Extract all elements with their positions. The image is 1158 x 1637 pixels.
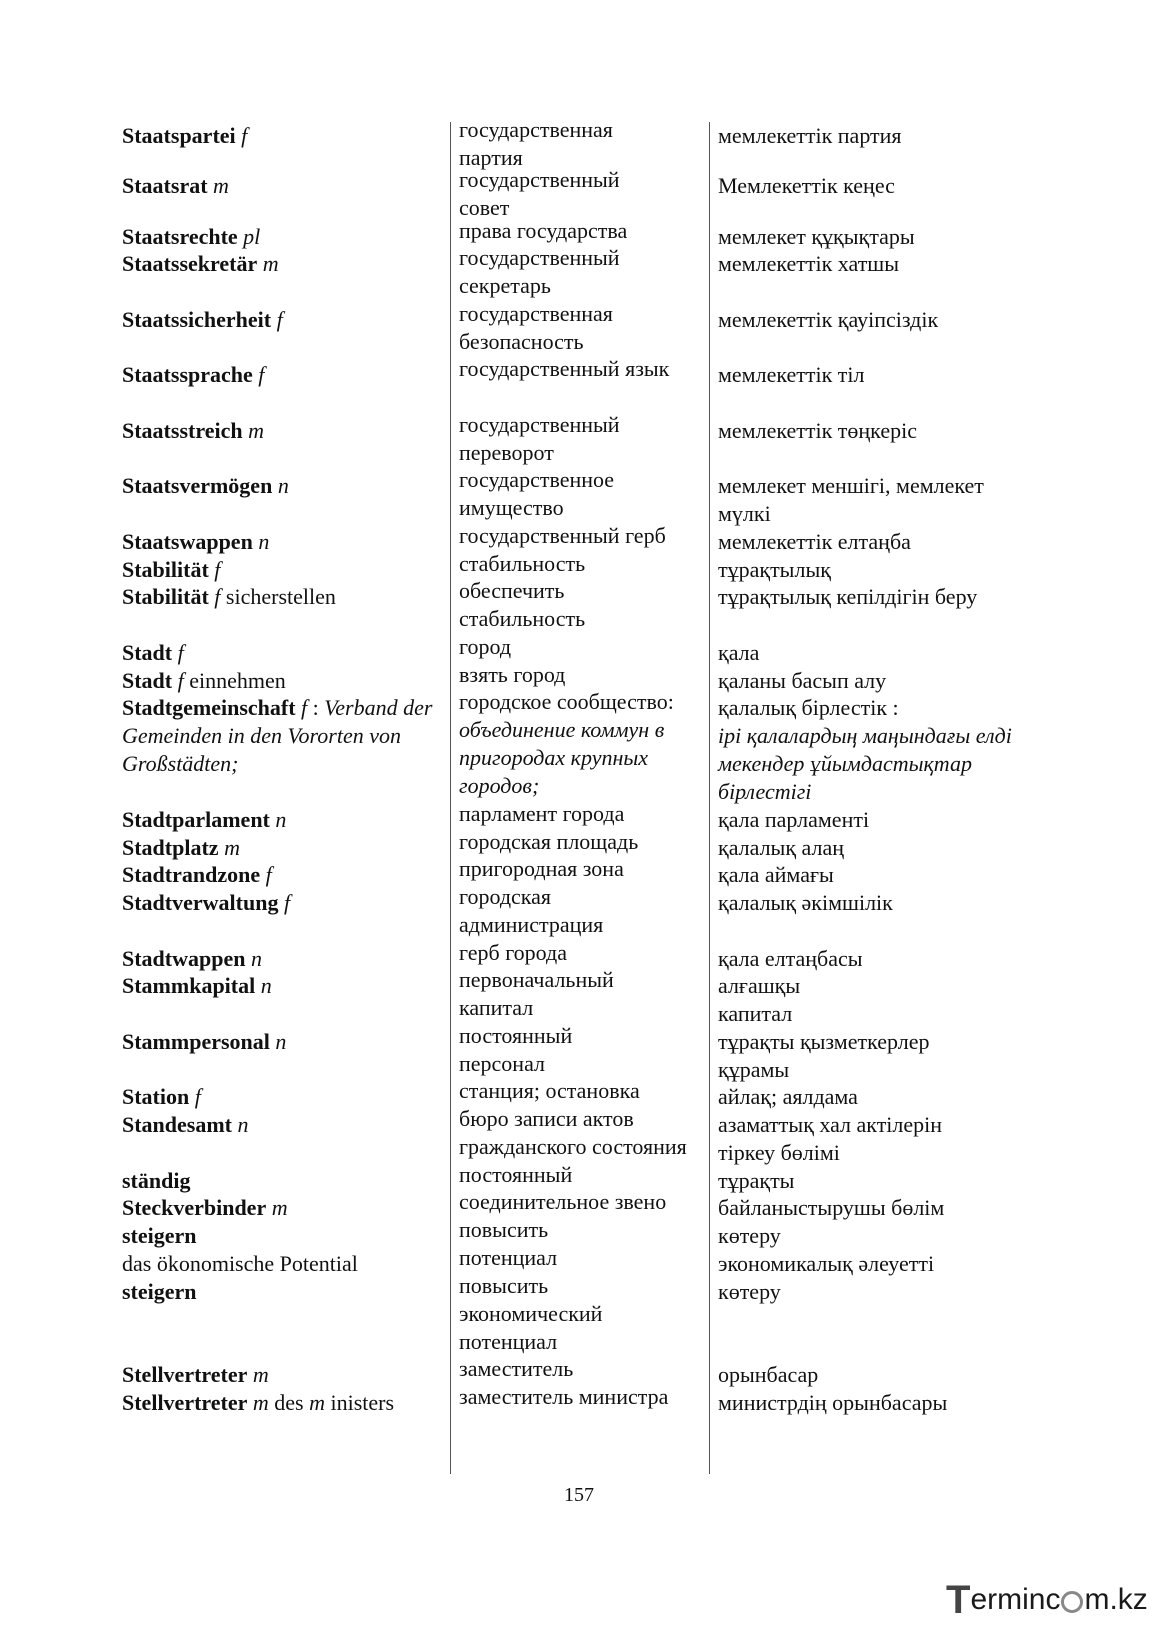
german-term: [122, 472, 442, 500]
russian-translation: [459, 1244, 709, 1272]
german-term: [122, 556, 442, 584]
russian-translation: [459, 116, 709, 172]
de-segment: m: [266, 1195, 288, 1220]
russian-translation: [459, 300, 709, 356]
de-segment: f: [235, 123, 248, 148]
ru-line: стабильность: [459, 551, 586, 576]
german-term: [122, 122, 442, 150]
russian-translation: [459, 411, 709, 467]
russian-translation: [459, 550, 709, 578]
ru-line: город: [459, 634, 512, 659]
de-segment: Steckverbinder: [122, 1195, 267, 1220]
kk-line: тұрақтылық: [718, 557, 831, 582]
de-segment: f: [271, 307, 283, 332]
de-segment: m: [247, 1362, 269, 1387]
german-term: [122, 806, 442, 834]
kk-line: мемлекет меншігі, мемлекет: [718, 473, 984, 498]
de-segment: n: [269, 1029, 287, 1054]
de-segment: Staatspartei: [122, 123, 236, 148]
kk-line: қала аймағы: [718, 862, 834, 887]
de-segment: f: [172, 640, 184, 665]
ru-line: заместитель: [459, 1356, 574, 1381]
kazakh-translation: [718, 1222, 1038, 1250]
de-segment: Stadtrandzone: [122, 862, 261, 887]
de-segment: f: [172, 668, 184, 693]
kk-line: министрдің орынбасары: [718, 1390, 948, 1415]
ru-line: капитал: [459, 995, 534, 1020]
kazakh-translation: [718, 806, 1038, 834]
german-term: [122, 1083, 442, 1111]
kk-line: көтеру: [718, 1223, 781, 1248]
kazakh-translation: [718, 1389, 1038, 1417]
russian-translation: [459, 966, 709, 1022]
de-segment: f: [278, 890, 291, 915]
russian-translation: [459, 1272, 709, 1356]
ru-line: станция; остановка: [459, 1078, 640, 1103]
de-segment: Staatssprache: [122, 362, 253, 387]
kk-line: қала: [718, 640, 760, 665]
ru-line: государственный язык: [459, 356, 670, 381]
de-segment: Stammkapital: [122, 973, 256, 998]
logo-ring-icon: [1061, 1591, 1083, 1613]
russian-translation: [459, 522, 709, 550]
kk-line: көтеру: [718, 1279, 781, 1304]
de-segment: Stadt: [122, 640, 173, 665]
german-term: [122, 1250, 442, 1278]
de-segment: Standesamt: [122, 1112, 233, 1137]
de-segment: m: [242, 418, 264, 443]
ru-line: государственный: [459, 245, 620, 270]
ru-line: государственный: [459, 167, 620, 192]
kazakh-translation: [718, 861, 1038, 889]
de-segment: n: [245, 946, 262, 971]
de-segment: n: [232, 1112, 249, 1137]
ru-line: гражданского состояния: [459, 1134, 687, 1159]
ru-line: совет: [459, 195, 510, 220]
de-segment: ständig: [122, 1168, 191, 1193]
de-segment: f: [208, 557, 221, 582]
kk-line: тұрақтылық кепілдігін беру: [718, 584, 978, 609]
kazakh-translation: [718, 361, 1038, 389]
ru-line: повысить: [459, 1273, 549, 1298]
ru-line: государственная: [459, 117, 613, 142]
kazakh-translation: [718, 556, 1038, 584]
column-divider-right: [709, 122, 710, 1474]
kazakh-translation: [718, 528, 1038, 556]
ru-line: городская: [459, 884, 552, 909]
ru-line: администрация: [459, 912, 604, 937]
kk-line: қалалық әкімшілік: [718, 890, 893, 915]
logo-t-letter: T: [946, 1577, 971, 1622]
german-term: [122, 945, 442, 973]
kazakh-translation: [718, 306, 1038, 334]
kk-line: экономикалық әлеуетті: [718, 1251, 935, 1276]
logo-text-a: erminc: [970, 1583, 1061, 1616]
russian-translation: [459, 939, 709, 967]
kk-line: капитал: [718, 1001, 793, 1026]
german-term: [122, 834, 442, 862]
kazakh-translation: [718, 1028, 1038, 1084]
kazakh-translation: [718, 122, 1038, 150]
kazakh-translation: [718, 945, 1038, 973]
kk-line: ірі қалалардың маңындағы елді мекендер ұйымдастықтар бірлестігі: [718, 723, 1012, 804]
kazakh-translation: [718, 250, 1038, 278]
terminkom-logo: [946, 1578, 1148, 1622]
de-segment: Staatswappen: [122, 529, 253, 554]
ru-line: взять город: [459, 662, 566, 687]
kk-line: мүлкі: [718, 501, 771, 526]
german-term: [122, 1389, 442, 1417]
german-term: [122, 528, 442, 556]
ru-line: повысить: [459, 1217, 549, 1242]
kazakh-translation: [718, 1278, 1038, 1306]
de-segment: Station: [122, 1084, 190, 1109]
russian-translation: [459, 1077, 709, 1105]
ru-line: секретарь: [459, 273, 551, 298]
ru-line: объединение коммун в пригородах крупных городов;: [459, 717, 665, 798]
de-segment: n: [272, 473, 289, 498]
ru-line: права государства: [459, 218, 628, 243]
de-segment: f: [252, 362, 265, 387]
german-term: [122, 250, 442, 278]
russian-translation: [459, 1383, 709, 1411]
russian-translation: [459, 217, 709, 245]
de-segment: Staatssekretär: [122, 251, 258, 276]
russian-translation: [459, 577, 709, 633]
russian-translation: [459, 800, 709, 828]
german-term: [122, 972, 442, 1000]
kk-line: қала елтаңбасы: [718, 946, 863, 971]
de-segment: Stammpersonal: [122, 1029, 270, 1054]
kk-line: тұрақты: [718, 1168, 795, 1193]
russian-translation: [459, 1105, 709, 1161]
ru-line: заместитель министра: [459, 1384, 669, 1409]
kazakh-translation: [718, 1194, 1038, 1222]
de-segment: Staatsrat: [122, 173, 208, 198]
de-segment: einnehmen: [183, 668, 286, 693]
ru-line: обеспечить: [459, 578, 565, 603]
de-segment: des: [268, 1390, 310, 1415]
de-segment: pl: [237, 224, 261, 249]
de-segment: Stadtverwaltung: [122, 890, 279, 915]
de-segment: f: [295, 695, 308, 720]
column-divider-left: [450, 122, 451, 1474]
kk-line: тұрақты қызметкерлер: [718, 1029, 930, 1054]
ru-line: городское сообщество:: [459, 689, 674, 714]
kazakh-translation: [718, 694, 1038, 806]
kk-line: мемлекеттік қауіпсіздік: [718, 307, 939, 332]
ru-line: городская площадь: [459, 829, 639, 854]
russian-translation: [459, 1022, 709, 1078]
kazakh-translation: [718, 639, 1038, 667]
russian-translation: [459, 661, 709, 689]
russian-translation: [459, 828, 709, 856]
de-segment: Stabilität: [122, 557, 209, 582]
kk-line: мемлекеттік төңкеріс: [718, 418, 917, 443]
kk-line: Мемлекеттік кеңес: [718, 173, 895, 198]
ru-line: постоянный: [459, 1162, 573, 1187]
ru-line: соединительное звено: [459, 1189, 667, 1214]
de-segment: n: [269, 807, 287, 832]
ru-line: экономический: [459, 1301, 603, 1326]
russian-translation: [459, 1355, 709, 1383]
russian-translation: [459, 633, 709, 661]
de-segment: Staatsrechte: [122, 224, 238, 249]
ru-line: стабильность: [459, 606, 586, 631]
de-segment: steigern: [122, 1223, 197, 1248]
kk-line: қаланы басып алу: [718, 668, 887, 693]
kazakh-translation: [718, 667, 1038, 695]
de-segment: n: [252, 529, 270, 554]
russian-translation: [459, 166, 709, 222]
kk-line: қалалық алаң: [718, 835, 845, 860]
de-segment: sicherstellen: [220, 584, 336, 609]
german-term: [122, 1194, 442, 1222]
kazakh-translation: [718, 834, 1038, 862]
ru-line: государственный: [459, 412, 620, 437]
de-segment: m: [309, 1390, 326, 1415]
german-term: [122, 667, 442, 695]
ru-line: государственное: [459, 467, 615, 492]
de-segment: das ökonomische Potential: [122, 1251, 358, 1276]
kk-line: орынбасар: [718, 1362, 819, 1387]
russian-translation: [459, 244, 709, 300]
ru-line: парламент города: [459, 801, 625, 826]
german-term: [122, 889, 442, 917]
de-segment: Staatsstreich: [122, 418, 243, 443]
de-segment: Staatssicherheit: [122, 307, 272, 332]
kk-line: мемлекеттік тіл: [718, 362, 865, 387]
kazakh-translation: [718, 1083, 1038, 1111]
german-term: [122, 861, 442, 889]
german-term: [122, 172, 442, 200]
russian-translation: [459, 1161, 709, 1189]
german-term: [122, 223, 442, 251]
de-segment: Stadtparlament: [122, 807, 270, 832]
ru-line: пригородная зона: [459, 856, 624, 881]
german-term: [122, 1361, 442, 1389]
ru-line: партия: [459, 145, 523, 170]
kazakh-translation: [718, 172, 1038, 200]
russian-translation: [459, 855, 709, 883]
kk-line: қалалық бірлестік :: [718, 695, 899, 720]
german-term: [122, 306, 442, 334]
german-term: [122, 694, 442, 778]
ru-line: бюро записи актов: [459, 1106, 634, 1131]
german-term: [122, 361, 442, 389]
kazakh-translation: [718, 1361, 1038, 1389]
kk-line: байланыстырушы бөлім: [718, 1195, 945, 1220]
de-segment: n: [255, 973, 272, 998]
russian-translation: [459, 688, 709, 800]
kazakh-translation: [718, 417, 1038, 445]
de-segment: steigern: [122, 1279, 197, 1304]
german-term: [122, 1222, 442, 1250]
russian-translation: [459, 1188, 709, 1216]
de-segment: m: [257, 251, 279, 276]
kazakh-translation: [718, 1250, 1038, 1278]
kk-line: қала парламенті: [718, 807, 870, 832]
de-segment: Stadtgemeinschaft: [122, 695, 296, 720]
de-segment: f: [208, 584, 221, 609]
kazakh-translation: [718, 972, 1038, 1028]
kazakh-translation: [718, 223, 1038, 251]
de-segment: Stadt: [122, 668, 173, 693]
kk-line: азаматтық хал актілерін: [718, 1112, 943, 1137]
ru-line: потенциал: [459, 1329, 558, 1354]
de-segment: Staatsvermögen: [122, 473, 273, 498]
page-number: 157: [564, 1484, 594, 1506]
de-segment: Stadtplatz: [122, 835, 219, 860]
kazakh-translation: [718, 889, 1038, 917]
de-segment: :: [307, 695, 325, 720]
ru-line: переворот: [459, 440, 554, 465]
de-segment: f: [260, 862, 272, 887]
kazakh-translation: [718, 1111, 1038, 1167]
kazakh-translation: [718, 583, 1038, 611]
kk-line: айлақ; аялдама: [718, 1084, 858, 1109]
ru-line: первоначальный: [459, 967, 614, 992]
german-term: [122, 1167, 442, 1195]
logo-text-b: m.kz: [1084, 1583, 1148, 1616]
russian-translation: [459, 466, 709, 522]
ru-line: потенциал: [459, 1245, 558, 1270]
kk-line: мемлекеттік партия: [718, 123, 902, 148]
ru-line: государственная: [459, 301, 613, 326]
kk-line: мемлекет құқықтары: [718, 224, 915, 249]
ru-line: постоянный: [459, 1023, 573, 1048]
kk-line: мемлекеттік хатшы: [718, 251, 900, 276]
german-term: [122, 1278, 442, 1306]
ru-line: безопасность: [459, 329, 584, 354]
russian-translation: [459, 355, 709, 383]
german-term: [122, 583, 442, 611]
de-segment: Verband der Gemeinden in den Vororten von Großstädten;: [122, 695, 433, 776]
german-term: [122, 417, 442, 445]
russian-translation: [459, 1216, 709, 1244]
russian-translation: [459, 883, 709, 939]
de-segment: m: [218, 835, 240, 860]
kk-line: тіркеу бөлімі: [718, 1140, 840, 1165]
kazakh-translation: [718, 1167, 1038, 1195]
de-segment: Stellvertreter: [122, 1390, 248, 1415]
german-term: [122, 1111, 442, 1139]
de-segment: m: [207, 173, 229, 198]
ru-line: герб города: [459, 940, 567, 965]
de-segment: f: [189, 1084, 201, 1109]
kazakh-translation: [718, 472, 1038, 528]
de-segment: Stabilität: [122, 584, 209, 609]
kk-line: алғашқы: [718, 973, 801, 998]
de-segment: m: [247, 1390, 269, 1415]
de-segment: Stadtwappen: [122, 946, 246, 971]
ru-line: имущество: [459, 495, 564, 520]
de-segment: Stellvertreter: [122, 1362, 248, 1387]
german-term: [122, 1028, 442, 1056]
ru-line: персонал: [459, 1051, 546, 1076]
de-segment: inisters: [325, 1390, 395, 1415]
german-term: [122, 639, 442, 667]
ru-line: государственный герб: [459, 523, 666, 548]
kk-line: мемлекеттік елтаңба: [718, 529, 911, 554]
kk-line: құрамы: [718, 1057, 790, 1082]
